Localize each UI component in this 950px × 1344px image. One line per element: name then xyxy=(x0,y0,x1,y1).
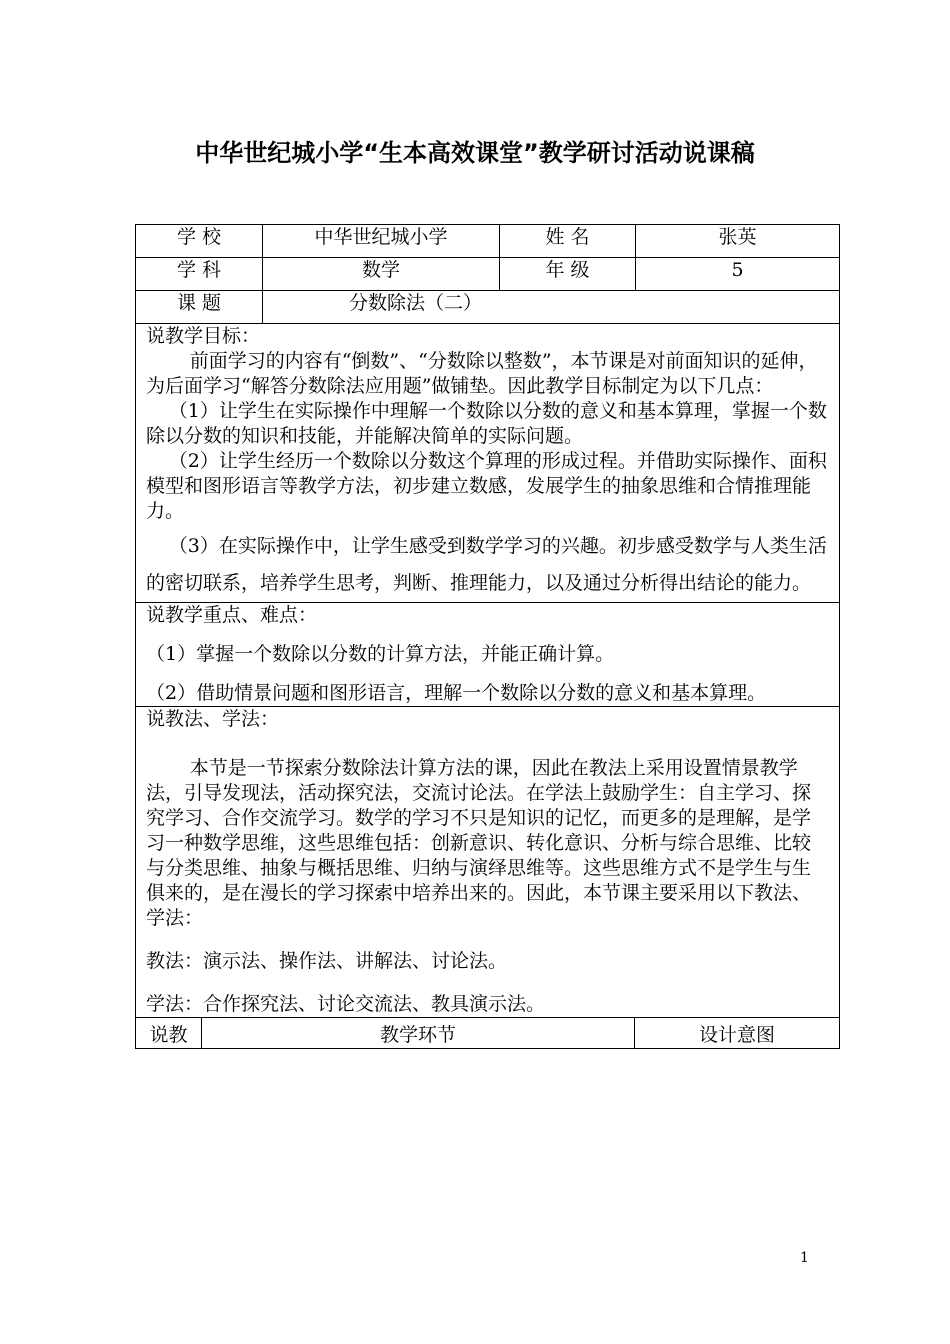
process-col-1: 说教 xyxy=(136,1018,202,1049)
keypoints-heading: 说教学重点、难点： xyxy=(146,604,318,626)
goals-item-3: （3）在实际操作中，让学生感受到数学学习的兴趣。初步感受数学与人类生活的密切联系，培养学生思考，判断、推理能力，以及通过分析得出结论的能力。 xyxy=(146,535,827,594)
school-value: 中华世纪城小学 xyxy=(263,225,500,258)
methods-section xyxy=(136,707,840,1018)
methods-learn: 学法：合作探究法、讨论交流法、教具演示法。 xyxy=(146,993,546,1015)
goals-intro: 前面学习的内容有“倒数”、“分数除以整数”，本节课是对前面知识的延伸，为后面学习“解答分数除法应用题”做铺垫。因此教学目标制定为以下几点： xyxy=(146,350,818,397)
page-number: 1 xyxy=(800,1250,809,1266)
process-header-table xyxy=(135,1017,840,1049)
methods-heading: 说教法、学法： xyxy=(146,708,280,730)
topic-label: 课 题 xyxy=(136,291,263,324)
info-row-school xyxy=(136,225,840,258)
keypoints-section xyxy=(136,603,840,707)
keypoints-item-2: （2）借助情景问题和图形语言，理解一个数除以分数的意义和基本算理。 xyxy=(146,682,767,704)
subject-label: 学 科 xyxy=(136,258,263,291)
goals-section xyxy=(136,324,840,603)
grade-label: 年 级 xyxy=(500,258,636,291)
process-col-3: 设计意图 xyxy=(635,1018,840,1049)
name-label: 姓 名 xyxy=(500,225,636,258)
school-label: 学 校 xyxy=(136,225,263,258)
topic-value: 分数除法（二） xyxy=(263,291,840,324)
subject-value: 数学 xyxy=(263,258,500,291)
keypoints-item-1: （1）掌握一个数除以分数的计算方法，并能正确计算。 xyxy=(146,643,615,665)
name-value: 张英 xyxy=(636,225,840,258)
info-row-topic xyxy=(136,291,840,324)
lesson-plan-table xyxy=(135,224,840,1018)
methods-teach: 教法：演示法、操作法、讲解法、讨论法。 xyxy=(146,950,508,972)
process-header-row xyxy=(136,1018,840,1049)
methods-body: 本节是一节探索分数除法计算方法的课，因此在教法上采用设置情景教学法，引导发现法，活动探究法，交流讨论法。在学法上鼓励学生：自主学习、探究学习、合作交流学习。数学的学习不只是知识的记忆，而更多的是理解，是学习一种数学思维，这些思维包括：创新意识、转化意识、分析与综合思维、比较与分类思维、抽象与概括思维、归纳与演绎思维等。这些思维方式不是学生与生俱来的，是在漫长的学习探索中培养出来的。因此，本节课主要采用以下教法、学法： xyxy=(146,757,812,929)
goals-item-1: （1）让学生在实际操作中理解一个数除以分数的意义和基本算理，掌握一个数除以分数的知识和技能，并能解决简单的实际问题。 xyxy=(146,400,827,447)
goals-heading: 说教学目标： xyxy=(146,325,261,347)
document-title: 中华世纪城小学“生本高效课堂”教学研讨活动说课稿 xyxy=(195,139,755,167)
grade-value: 5 xyxy=(636,258,840,291)
process-col-2: 教学环节 xyxy=(202,1018,635,1049)
goals-item-2: （2）让学生经历一个数除以分数这个算理的形成过程。并借助实际操作、面积模型和图形语言等教学方法，初步建立数感，发展学生的抽象思维和合情推理能力。 xyxy=(146,450,827,522)
info-row-subject xyxy=(136,258,840,291)
